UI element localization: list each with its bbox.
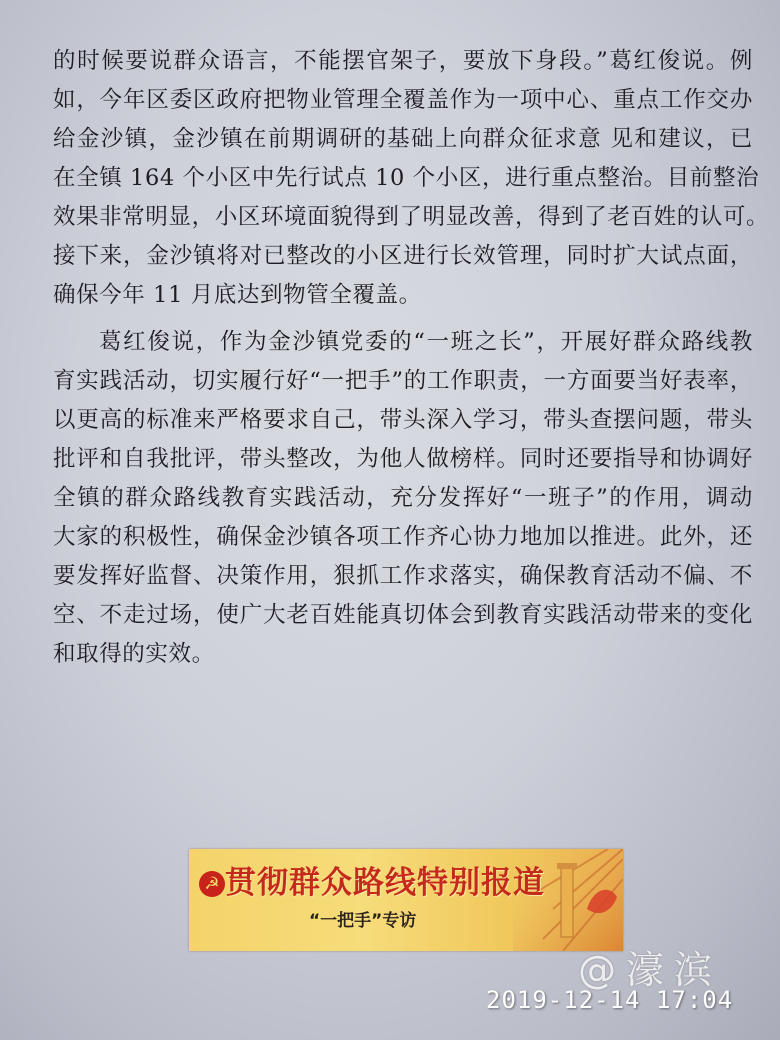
banner-title: 贯彻群众路线特别报道 [225,865,545,901]
article-body [53,42,770,674]
text-line: 要发挥好监督、决策作用，狠抓工作求落实，确保教育活动不偏、不 [53,563,753,589]
watermark: @濠滨 [578,948,723,992]
banner-subtitle: “一把手”专访 [309,911,417,931]
paragraph-2 [53,323,753,674]
text-line: 批评和自我批评，带头整改，为他人做榜样。同时还要指导和协调好 [53,446,753,472]
text-line: 和取得的实效。 [53,641,215,667]
special-report-banner [189,849,623,951]
text-line: 如，今年区委区政府把物业管理全覆盖作为一项中心、重点工作交办 [53,87,753,113]
text-line: 确保今年 11 月底达到物管全覆盖。 [53,282,422,308]
text-line: 大家的积极性，确保金沙镇各项工作齐心协力地加以推进。此外，还 [53,524,753,550]
text-line: 全镇的群众路线教育实践活动，充分发挥好“一班子”的作用，调动 [53,485,753,511]
text-line: 以更高的标准来严格要求自己，带头深入学习，带头查摆问题，带头 [53,407,753,433]
text-line: 空、不走过场，使广大老百姓能真切体会到教育实践活动带来的变化 [53,602,753,628]
hammer-sickle-icon: ☭ [199,871,225,897]
text-line: 接下来，金沙镇将对已整改的小区进行长效管理，同时扩大试点面， [53,243,753,269]
text-line: 效果非常明显，小区环境面貌得到了明显改善，得到了老百姓的认可。 [53,204,770,230]
paragraph-1 [53,42,770,315]
text-line: 的时候要说群众语言，不能摆官架子，要放下身段。”葛红俊说。例 [53,48,753,74]
photo-timestamp: 2019-12-14 17:04 [486,986,734,1014]
text-line: 育实践活动，切实履行好“一把手”的工作职责，一方面要当好表率， [53,368,753,394]
text-line: 给金沙镇，金沙镇在前期调研的基础上向群众征求意 见和建议，已 [53,126,753,152]
text-line: 葛红俊说，作为金沙镇党委的“一班之长”，开展好群众路线教 [99,329,753,355]
text-line: 在全镇 164 个小区中先行试点 10 个小区，进行重点整治。目前整治 [53,165,760,191]
